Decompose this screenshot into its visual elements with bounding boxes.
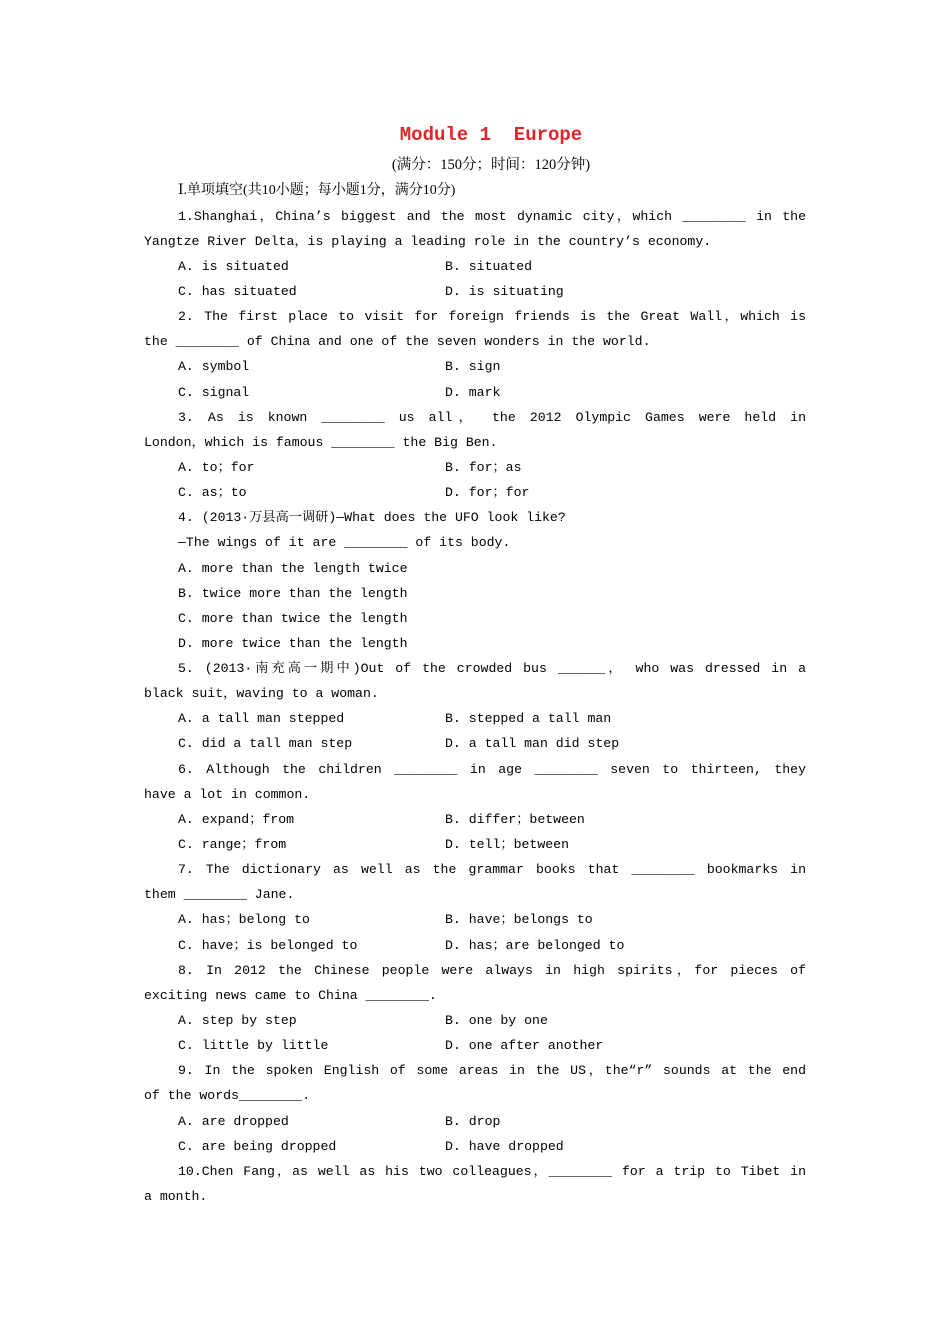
question-4-line-2: —The wings of it are ________ of its body. xyxy=(178,535,511,551)
question-7-option-b: B. have；belongs to xyxy=(445,912,593,928)
question-7-option-c: C. have；is belonged to xyxy=(178,937,358,953)
question-1-option-a: A. is situated xyxy=(178,258,289,274)
question-7-option-d: D. has；are belonged to xyxy=(445,937,625,953)
question-1-option-d: D. is situating xyxy=(445,283,564,299)
module-title: Module 1 Europe xyxy=(399,124,583,146)
question-10-line-2: a month. xyxy=(144,1189,208,1205)
question-3-option-b: B. for；as xyxy=(445,459,522,475)
question-1-options-row-1 xyxy=(144,254,806,279)
exam-page xyxy=(144,0,806,1344)
question-3-option-a: A. to；for xyxy=(178,459,255,475)
question-2-option-b: B. sign xyxy=(445,359,501,375)
question-7-line-2: them ________ Jane. xyxy=(144,887,295,903)
question-9-option-d: D. have dropped xyxy=(445,1138,564,1154)
question-7-options-row-1 xyxy=(144,907,806,932)
question-5-options-row-1 xyxy=(144,706,806,731)
question-7-line-1: 7. The dictionary as well as the grammar books that ________ bookmarks in xyxy=(178,862,806,878)
question-8-line-2: exciting news came to China ________. xyxy=(144,987,437,1003)
question-9-options-row-1 xyxy=(144,1109,806,1134)
question-9-option-c: C. are being dropped xyxy=(178,1138,337,1154)
question-5-line-2: black suit，waving to a woman. xyxy=(144,686,379,702)
question-6-line-2: have a lot in common. xyxy=(144,786,311,802)
question-2-option-d: D. mark xyxy=(445,384,501,400)
question-3-options-row-1 xyxy=(144,455,806,480)
question-8-options-row-1 xyxy=(144,1008,806,1033)
question-6-option-a: A. expand；from xyxy=(178,811,295,827)
question-6-options-row-2 xyxy=(144,832,806,857)
question-8-option-b: B. one by one xyxy=(445,1013,548,1029)
question-8-options-row-2 xyxy=(144,1033,806,1058)
question-9-line-1: 9. In the spoken English of some areas in the US，the“r” sounds at the end xyxy=(178,1063,806,1079)
question-3-options-row-2 xyxy=(144,480,806,505)
question-10-line-1: 10.Chen Fang，as well as his two colleagues，________ for a trip to Tibet in xyxy=(178,1163,806,1179)
question-2-line-2: the ________ of China and one of the seven wonders in the world. xyxy=(144,334,651,350)
question-5-option-a: A. a tall man stepped xyxy=(178,711,345,727)
question-1-option-c: C. has situated xyxy=(178,283,297,299)
question-5-option-c: C. did a tall man step xyxy=(178,736,353,752)
section-heading: Ⅰ.单项填空(共10小题；每小题1分，满分10分) xyxy=(178,183,456,199)
question-2-options-row-1 xyxy=(144,354,806,379)
question-7-option-a: A. has；belong to xyxy=(178,912,310,928)
question-6-option-b: B. differ；between xyxy=(445,811,585,827)
question-8-line-1: 8. In 2012 the Chinese people were always in high spirits，for pieces of xyxy=(178,962,806,978)
question-8-option-c: C. little by little xyxy=(178,1038,329,1054)
question-1-line-2: Yangtze River Delta，is playing a leading role in the country’s economy. xyxy=(144,233,712,249)
question-3-line-1: 3. As is known ________ us all， the 2012 Olympic Games were held in xyxy=(178,409,806,425)
question-5-line-1: 5. (2013·南充高一期中)Out of the crowded bus ______， who was dressed in a xyxy=(178,661,806,677)
question-9-option-a: A. are dropped xyxy=(178,1113,289,1129)
question-7-options-row-2 xyxy=(144,933,806,958)
question-4-option-c: C. more than twice the length xyxy=(178,610,408,626)
score-time-subtitle: (满分：150分；时间：120分钟) xyxy=(391,157,591,173)
question-6-line-1: 6. Although the children ________ in age ________ seven to thirteen, they xyxy=(178,761,806,777)
question-4-line-1: 4. (2013·万县高一调研)—What does the UFO look like? xyxy=(178,510,566,526)
question-9-option-b: B. drop xyxy=(445,1113,501,1129)
question-8-option-a: A. step by step xyxy=(178,1013,297,1029)
question-4-option-a: A. more than the length twice xyxy=(178,560,408,576)
question-2-option-c: C. signal xyxy=(178,384,250,400)
question-2-options-row-2 xyxy=(144,380,806,405)
question-3-option-c: C. as；to xyxy=(178,485,247,501)
question-6-option-d: D. tell；between xyxy=(445,837,569,853)
question-9-options-row-2 xyxy=(144,1134,806,1159)
question-9-line-2: of the words________. xyxy=(144,1088,311,1104)
question-2-line-1: 2. The first place to visit for foreign friends is the Great Wall，which is xyxy=(178,309,806,325)
question-5-option-d: D. a tall man did step xyxy=(445,736,620,752)
question-6-option-c: C. range；from xyxy=(178,837,287,853)
exam-content xyxy=(144,178,806,1209)
question-6-options-row-1 xyxy=(144,807,806,832)
question-5-options-row-2 xyxy=(144,731,806,756)
question-1-options-row-2 xyxy=(144,279,806,304)
question-3-option-d: D. for；for xyxy=(445,485,530,501)
question-2-option-a: A. symbol xyxy=(178,359,250,375)
question-1-line-1: 1.Shanghai，China’s biggest and the most dynamic city，which ________ in the xyxy=(178,208,806,224)
question-5-option-b: B. stepped a tall man xyxy=(445,711,612,727)
question-8-option-d: D. one after another xyxy=(445,1038,604,1054)
question-3-line-2: London，which is famous ________ the Big Ben. xyxy=(144,434,498,450)
question-4-option-d: D. more twice than the length xyxy=(178,635,408,651)
question-4-option-b: B. twice more than the length xyxy=(178,585,408,601)
question-1-option-b: B. situated xyxy=(445,258,533,274)
